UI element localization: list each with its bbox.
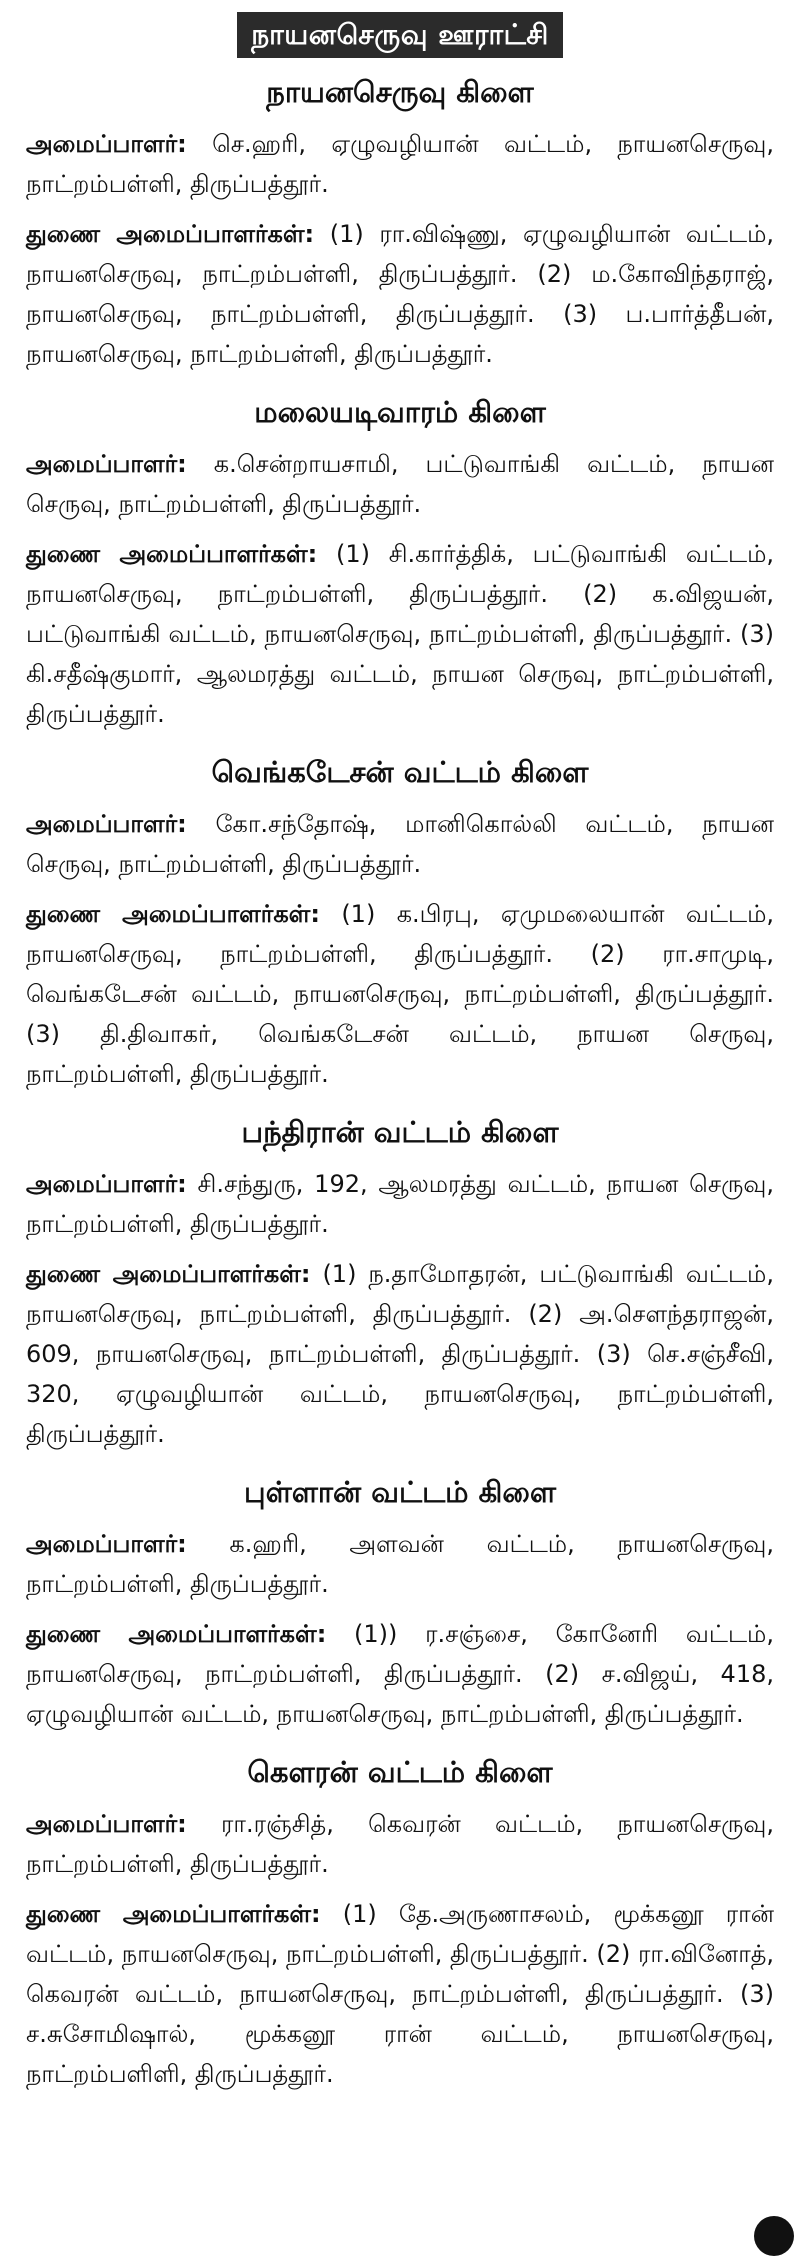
branch-title: பந்திரான் வட்டம் கிளை — [241, 1115, 559, 1149]
branch-title: நாயனசெருவு கிளை — [266, 75, 534, 109]
branch-section-6 — [26, 1752, 774, 2094]
deputy-paragraph — [26, 214, 774, 374]
organizer-label: அமைப்பாளர்: — [26, 1530, 187, 1558]
deputy-label: துணை அமைப்பாளர்கள்: — [26, 1260, 311, 1288]
organizer-label: அமைப்பாளர்: — [26, 810, 187, 838]
deputy-label: துணை அமைப்பாளர்கள்: — [26, 1620, 327, 1648]
organizer-label: அமைப்பாளர்: — [26, 130, 187, 158]
banner-wrap — [26, 12, 774, 58]
deputy-label: துணை அமைப்பாளர்கள்: — [26, 220, 315, 248]
organizer-paragraph — [26, 1164, 774, 1244]
deputy-paragraph — [26, 1254, 774, 1454]
deputy-text: (1) சி.கார்த்திக், பட்டுவாங்கி வட்டம், நாயனசெருவு, நாட்றம்பள்ளி, திருப்பத்தூர். (2) க.விஜயன், பட்டுவாங்கி வட்டம், நாயனசெருவு, நாட்றம்பள்ளி, திருப்பத்தூர். (3) கி.சதீஷ்குமார், ஆலமரத்து வட்டம், நாயன செருவு, நாட்றம்பள்ளி, திருப்பத்தூர். — [26, 540, 775, 728]
organizer-text: கோ.சந்தோஷ், மானிகொல்லி வட்டம், நாயன செருவு, நாட்றம்பள்ளி, திருப்பத்தூர். — [26, 810, 774, 878]
organizer-label: அமைப்பாளர்: — [26, 1810, 187, 1838]
organizer-text: சி.சந்துரு, 192, ஆலமரத்து வட்டம், நாயன செருவு, நாட்றம்பள்ளி, திருப்பத்தூர். — [26, 1170, 774, 1238]
branch-section-2 — [26, 392, 774, 734]
deputy-paragraph — [26, 534, 774, 734]
branch-section-1 — [26, 72, 774, 374]
organizer-paragraph — [26, 1804, 774, 1884]
organizer-paragraph — [26, 1524, 774, 1604]
branch-section-4 — [26, 1112, 774, 1454]
branch-section-5 — [26, 1472, 774, 1734]
deputy-text: (1) ந.தாமோதரன், பட்டுவாங்கி வட்டம், நாயனசெருவு, நாட்றம்பள்ளி, திருப்பத்தூர். (2) அ.சௌந்தராஜன், 609, நாயனசெருவு, நாட்றம்பள்ளி, திருப்பத்தூர். (3) செ.சஞ்சீவி, 320, ஏழுவழியான் வட்டம், நாயனசெருவு, நாட்றம்பள்ளி, திருப்பத்தூர். — [26, 1260, 775, 1448]
deputy-label: துணை அமைப்பாளர்கள்: — [26, 900, 320, 928]
organizer-label: அமைப்பாளர்: — [26, 1170, 187, 1198]
branch-title: புள்ளான் வட்டம் கிளை — [243, 1475, 556, 1509]
branch-title: வெங்கடேசன் வட்டம் கிளை — [211, 755, 589, 789]
branch-title: கௌரன் வட்டம் கிளை — [247, 1755, 553, 1789]
organizer-text: ரா.ரஞ்சித், கெவரன் வட்டம், நாயனசெருவு, நாட்றம்பள்ளி, திருப்பத்தூர். — [26, 1810, 774, 1878]
deputy-text: (1) தே.அருணாசலம், மூக்கனூ ரான் வட்டம், நாயனசெருவு, நாட்றம்பள்ளி, திருப்பத்தூர். (2) ரா.வினோத், கெவரன் வட்டம், நாயனசெருவு, நாட்றம்பள்ளி, திருப்பத்தூர். (3) ச.சுசோமிஷால், மூக்கனூ ரான் வட்டம், நாயனசெருவு, நாட்றம்பளிளி, திருப்பத்தூர். — [26, 1900, 774, 2088]
organizer-text: செ.ஹரி, ஏழுவழியான் வட்டம், நாயனசெருவு, நாட்றம்பள்ளி, திருப்பத்தூர். — [26, 130, 774, 198]
deputy-label: துணை அமைப்பாளர்கள்: — [26, 1900, 321, 1928]
branch-title: மலையடிவாரம் கிளை — [254, 395, 546, 429]
organizer-paragraph — [26, 124, 774, 204]
corner-circle-mark — [754, 2216, 794, 2256]
deputy-text: (1)) ர.சஞ்சை, கோனேரி வட்டம், நாயனசெருவு, நாட்றம்பள்ளி, திருப்பத்தூர். (2) ச.விஜய், 418, ஏழுவழியான் வட்டம், நாயனசெருவு, நாட்றம்பள்ளி, திருப்பத்தூர். — [26, 1620, 775, 1728]
deputy-paragraph — [26, 1894, 774, 2094]
page-title: நாயனசெருவு ஊராட்சி — [237, 12, 563, 58]
organizer-text: க.சென்றாயசாமி, பட்டுவாங்கி வட்டம், நாயன செருவு, நாட்றம்பள்ளி, திருப்பத்தூர். — [26, 450, 774, 518]
deputy-label: துணை அமைப்பாளர்கள்: — [26, 540, 318, 568]
deputy-paragraph — [26, 1614, 774, 1734]
deputy-paragraph — [26, 894, 774, 1094]
organizer-text: க.ஹரி, அளவன் வட்டம், நாயனசெருவு, நாட்றம்பள்ளி, திருப்பத்தூர். — [26, 1530, 774, 1598]
branch-section-3 — [26, 752, 774, 1094]
organizer-paragraph — [26, 804, 774, 884]
organizer-label: அமைப்பாளர்: — [26, 450, 187, 478]
deputy-text: (1) ரா.விஷ்ணு, ஏழுவழியான் வட்டம், நாயனசெருவு, நாட்றம்பள்ளி, திருப்பத்தூர். (2) ம.கோவிந்தராஜ், நாயனசெருவு, நாட்றம்பள்ளி, திருப்பத்தூர். (3) ப.பார்த்தீபன், நாயனசெருவு, நாட்றம்பள்ளி, திருப்பத்தூர். — [26, 220, 775, 368]
deputy-text: (1) க.பிரபு, ஏமுமலையான் வட்டம், நாயனசெருவு, நாட்றம்பள்ளி, திருப்பத்தூர். (2) ரா.சாமுடி, வெங்கடேசன் வட்டம், நாயனசெருவு, நாட்றம்பள்ளி, திருப்பத்தூர். (3) தி.திவாகர், வெங்கடேசன் வட்டம், நாயன செருவு, நாட்றம்பள்ளி, திருப்பத்தூர். — [26, 900, 775, 1088]
organizer-paragraph — [26, 444, 774, 524]
